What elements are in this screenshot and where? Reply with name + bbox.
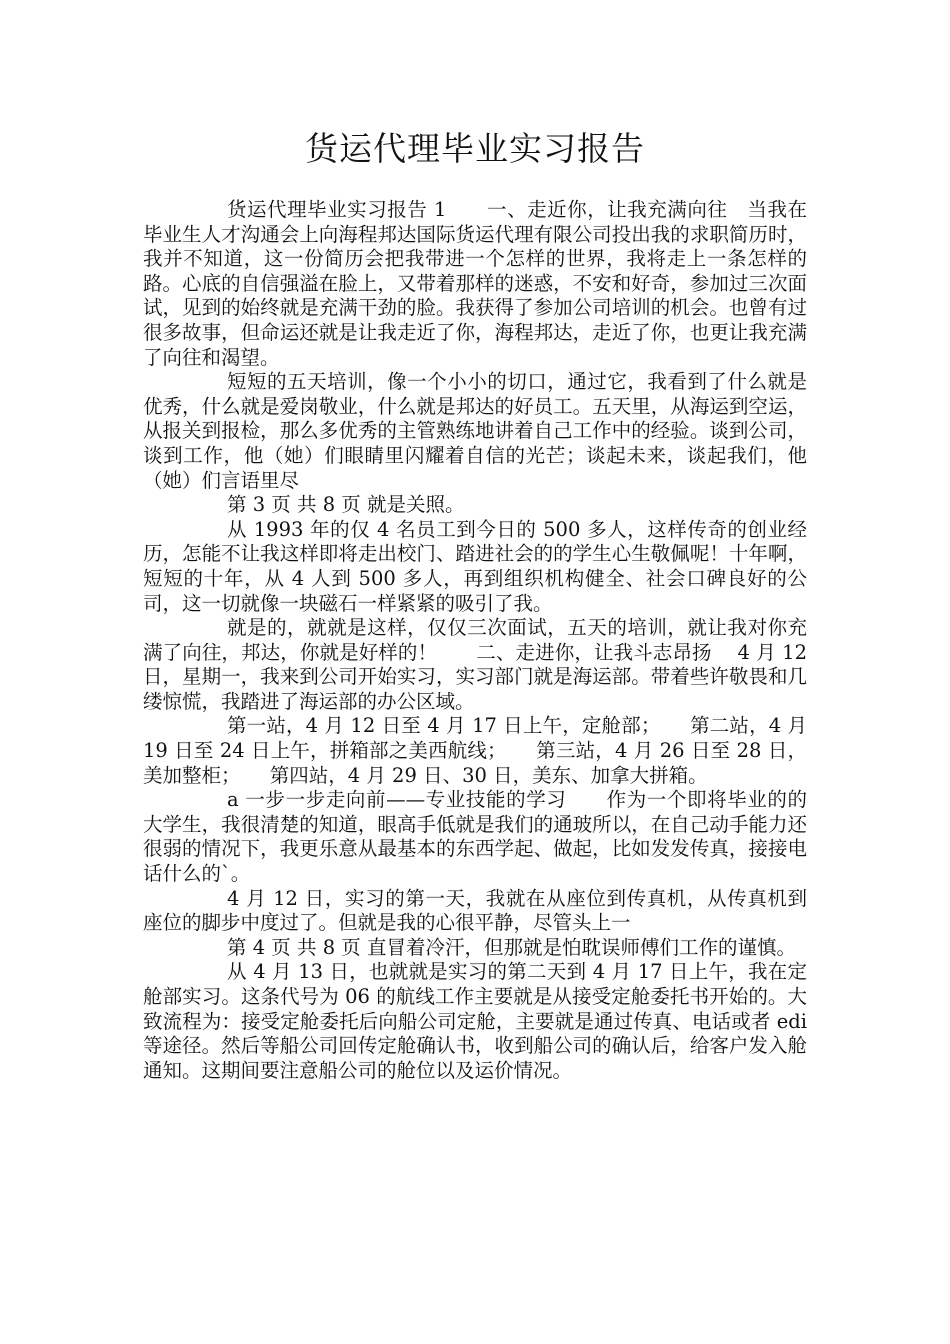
document-body <box>143 198 807 1083</box>
page-marker-paragraph: 第 3 页 共 8 页 就是关照。 <box>227 493 465 517</box>
paragraph: 从 4 月 13 日，也就就是实习的第二天到 4 月 17 日上午，我在定舱部实习。这条代号为 06 的航线工作主要就是从接受定舱委托书开始的。大致流程为：接受定舱委托后向船公司定舱，主要就是通过传真、电话或者 edi 等途径。然后等船公司回传定舱确认书，收到船公司的确认后，给客户发入舱通知。这期间要注意船公司的舱位以及运价情况。 <box>143 960 807 1082</box>
paragraph: 4 月 12 日，实习的第一天，我就在从座位到传真机，从传真机到座位的脚步中度过了。但就是我的心很平静，尽管头上一 <box>143 886 807 935</box>
paragraph: 短短的五天培训，像一个小小的切口，通过它，我看到了什么就是优秀，什么就是爱岗敬业，什么就是邦达的好员工。五天里，从海运到空运，从报关到报检，那么多优秀的主管熟练地讲着自己工作中的经验。谈到公司，谈到工作，他（她）们眼睛里闪耀着自信的光芒；谈起未来，谈起我们，他（她）们言语里尽 <box>143 370 807 492</box>
paragraph: 第一站，4 月 12 日至 4 月 17 日上午，定舱部； 第二站，4 月 19 日至 24 日上午，拼箱部之美西航线； 第三站，4 月 26 日至 28 日，美加整柜； 第四站，4 月 29 日、30 日，美东、加拿大拼箱。 <box>143 714 807 787</box>
paragraph: 从 1993 年的仅 4 名员工到今日的 500 多人，这样传奇的创业经历，怎能不让我这样即将走出校门、踏进社会的的学生心生敬佩呢！十年啊，短短的十年，从 4 人到 500 多人，再到组织机构健全、社会口碑良好的公司，这一切就像一块磁石一样紧紧的吸引了我。 <box>143 517 807 615</box>
paragraph: 货运代理毕业实习报告 1 一、走近你，让我充满向往 当我在毕业生人才沟通会上向海程邦达国际货运代理有限公司投出我的求职简历时，我并不知道，这一份简历会把我带进一个怎样的世界，我将走上一条怎样的路。心底的自信强溢在脸上，又带着那样的迷惑，不安和好奇，参加过三次面试，见到的始终就是充满干劲的脸。我获得了参加公司培训的机会。也曾有过很多故事，但命运还就是让我走近了你，海程邦达，走近了你，也更让我充满了向往和渴望。 <box>143 198 807 369</box>
page-marker-paragraph: 第 4 页 共 8 页 直冒着冷汗，但那就是怕耽误师傅们工作的谨慎。 <box>227 935 797 959</box>
paragraph: 就是的，就就是这样，仅仅三次面试，五天的培训，就让我对你充满了向往，邦达，你就是好样的！ 二、走进你，让我斗志昂扬 4 月 12 日，星期一，我来到公司开始实习，实习部门就是海运部。带着些许敬畏和几缕惊慌，我踏进了海运部的办公区域。 <box>143 616 807 713</box>
document-title: 货运代理毕业实习报告 <box>305 129 645 168</box>
paragraph: a 一步一步走向前——专业技能的学习 作为一个即将毕业的的大学生，我很清楚的知道，眼高手低就是我们的通玻所以，在自己动手能力还很弱的情况下，我更乐意从最基本的东西学起、做起，比如发发传真，接接电话什么的`。 <box>143 788 807 886</box>
